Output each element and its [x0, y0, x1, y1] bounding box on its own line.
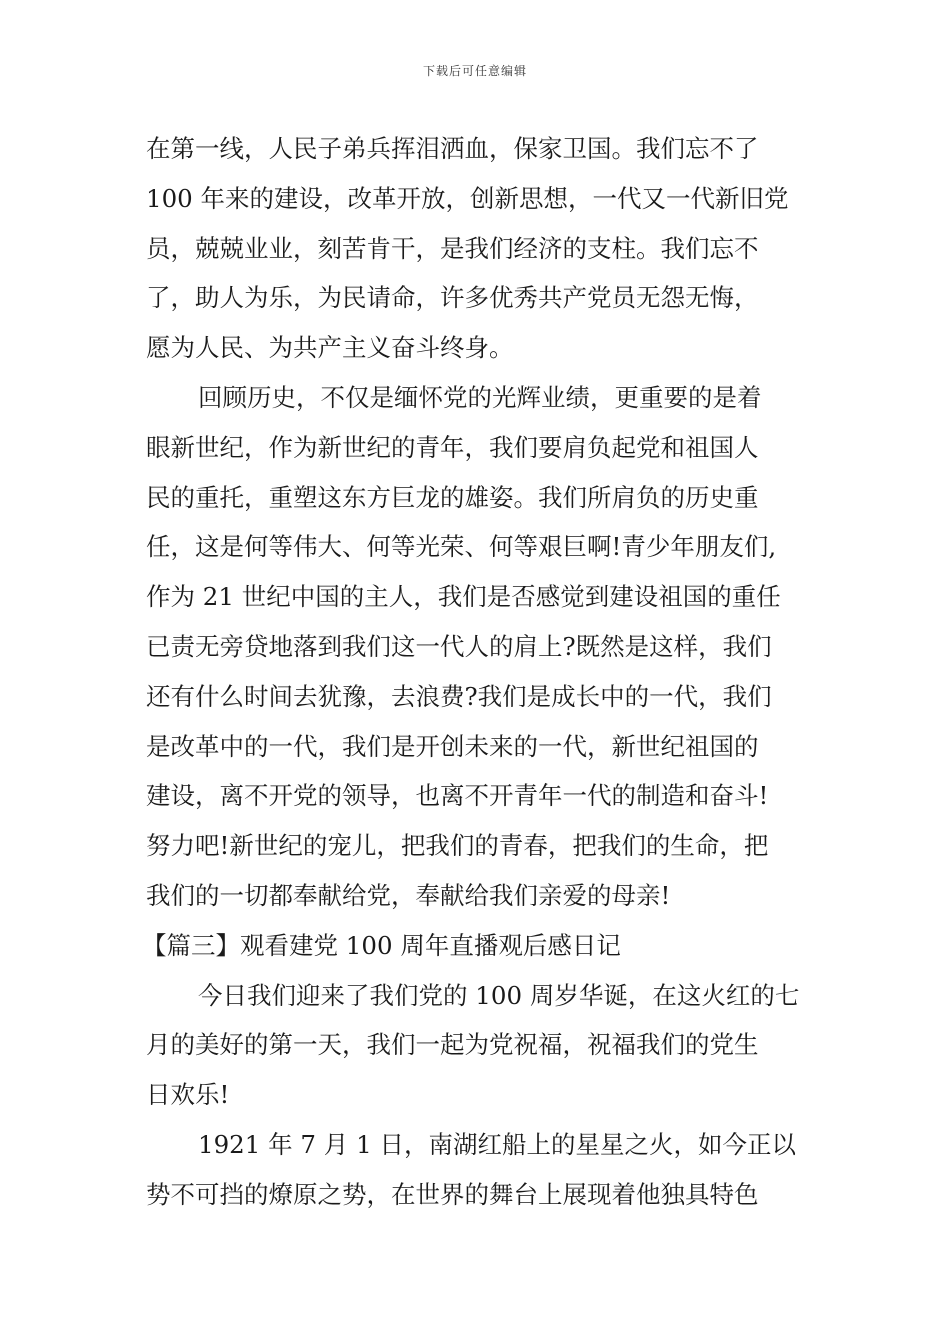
section-heading: 【篇三】观看建党 100 周年直播观后感日记 [142, 930, 621, 960]
paragraph-first-line: 1921 年 7 月 1 日，南湖红船上的星星之火，如今正以 [198, 1129, 796, 1159]
text-line: 是改革中的一代，我们是开创未来的一代，新世纪祖国的 [146, 731, 759, 761]
text-line: 还有什么时间去犹豫，去浪费?我们是成长中的一代，我们 [146, 681, 772, 711]
text-line: 月的美好的第一天，我们一起为党祝福，祝福我们的党生 [146, 1030, 759, 1060]
text-line: 在第一线，人民子弟兵挥泪洒血，保家卫国。我们忘不了 [146, 134, 759, 163]
text-line: 100 年来的建设，改革开放，创新思想，一代又一代新旧党 [146, 183, 789, 213]
paragraph-first-line: 回顾历史，不仅是缅怀党的光辉业绩，更重要的是着 [198, 382, 762, 412]
text-line: 我们的一切都奉献给党，奉献给我们亲爱的母亲! [146, 880, 671, 910]
text-line: 了，助人为乐，为民请命，许多优秀共产党员无怨无悔， [146, 283, 759, 313]
text-line: 建设，离不开党的领导，也离不开青年一代的制造和奋斗! [146, 781, 769, 811]
text-line: 民的重托，重塑这东方巨龙的雄姿。我们所肩负的历史重 [146, 482, 759, 512]
page-header-note: 下载后可任意编辑 [422, 64, 527, 78]
text-line: 愿为人民、为共产主义奋斗终身。 [146, 333, 514, 363]
paragraph-first-line: 今日我们迎来了我们党的 100 周岁华诞，在这火红的七 [198, 980, 800, 1010]
text-line: 员，兢兢业业，刻苦肯干，是我们经济的支柱。我们忘不 [146, 233, 759, 263]
text-line: 作为 21 世纪中国的主人，我们是否感觉到建设祖国的重任 [146, 582, 781, 612]
text-line: 眼新世纪，作为新世纪的青年，我们要肩负起党和祖国人 [146, 432, 759, 462]
text-line: 日欢乐! [146, 1080, 230, 1110]
text-line: 努力吧!新世纪的宠儿，把我们的青春，把我们的生命，把 [146, 831, 769, 861]
document-body [142, 124, 808, 1220]
text-line: 已责无旁贷地落到我们这一代人的肩上?既然是这样，我们 [146, 631, 772, 661]
text-line: 任，这是何等伟大、何等光荣、何等艰巨啊!青少年朋友们, [146, 532, 777, 562]
text-line: 势不可挡的燎原之势，在世界的舞台上展现着他独具特色 [146, 1179, 759, 1209]
